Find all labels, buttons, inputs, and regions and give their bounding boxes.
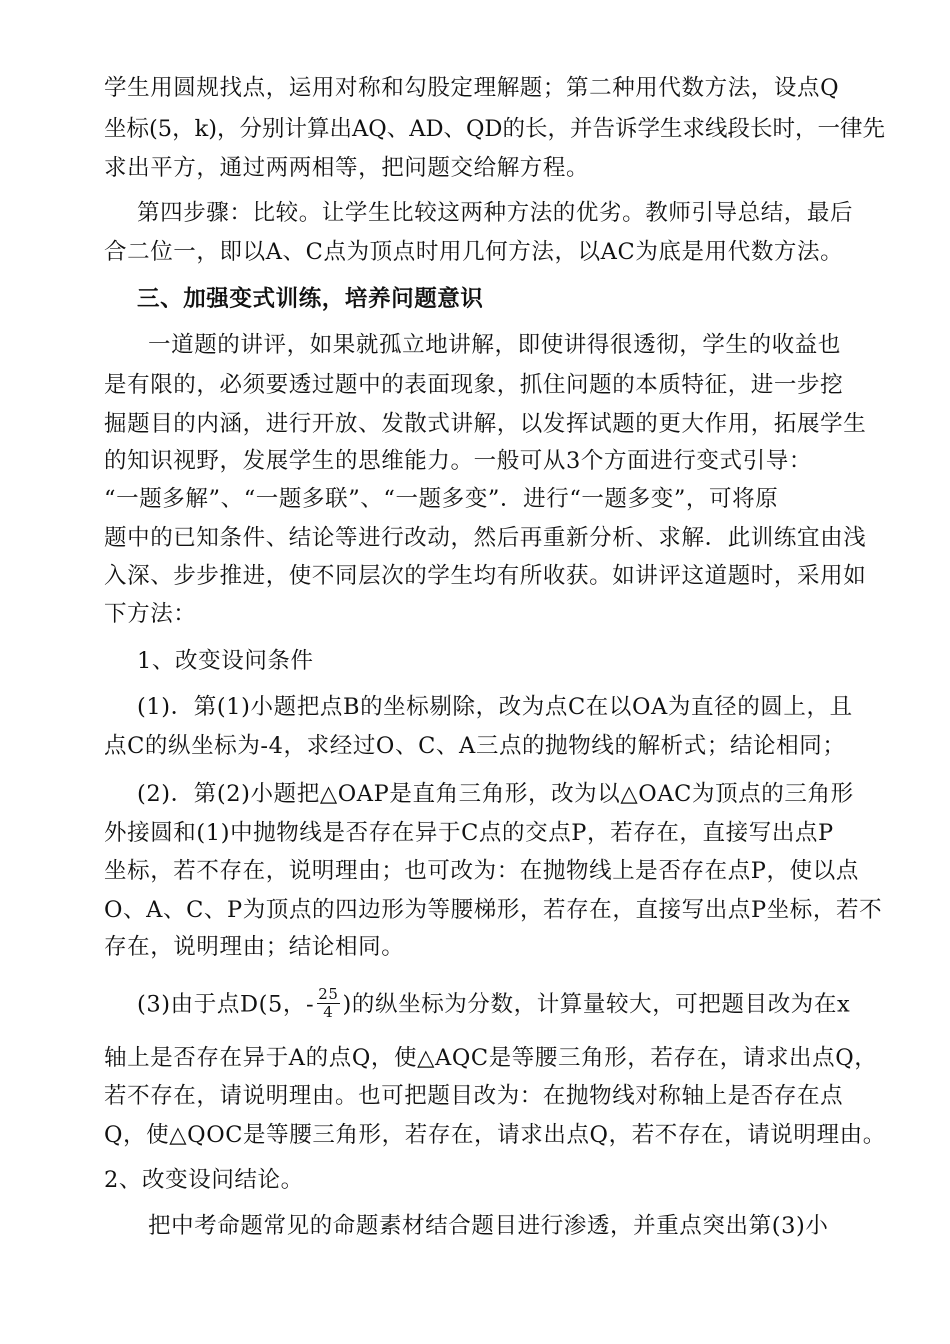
paragraph-line: 题中的已知条件、结论等进行改动，然后再重新分析、求解．此训练宜由浅 [104,525,867,551]
paragraph-line: 的知识视野，发展学生的思维能力。一般可从3个方面进行变式引导： [104,448,812,474]
paragraph-line: 坐标，若不存在，说明理由；也可改为：在抛物线上是否存在点P，使以点 [104,858,859,884]
paragraph-line: 掘题目的内涵，进行开放、发散式讲解，以发挥试题的更大作用，拓展学生 [104,411,867,437]
fraction-line-before: (3)由于点D(5，- [137,991,315,1018]
fraction-denominator: 4 [323,1003,334,1021]
paragraph-line: 下方法： [104,601,197,627]
paragraph-line: 坐标(5，k)，分别计算出AQ、AD、QD的长，并告诉学生求线段长时，一律先 [104,116,885,142]
paragraph-line: O、A、C、P为顶点的四边形为等腰梯形，若存在，直接写出点P坐标，若不 [104,897,883,923]
fraction-numerator: 25 [318,985,339,1003]
paragraph-line: 是有限的，必须要透过题中的表面现象，抓住问题的本质特征，进一步挖 [104,372,844,398]
section-heading: 三、加强变式训练，培养问题意识 [137,286,484,312]
paragraph-line: 一道题的讲评，如果就孤立地讲解，即使讲得很透彻，学生的收益也 [148,332,842,358]
paragraph-line: Q，使△QOC是等腰三角形，若存在，请求出点Q，若不存在，请说明理由。 [104,1122,886,1148]
paragraph-line: 存在，说明理由；结论相同。 [104,934,405,960]
paragraph-line: 求出平方，通过两两相等，把问题交给解方程。 [104,155,590,181]
paragraph-line: 若不存在，请说明理由。也可把题目改为：在抛物线对称轴上是否存在点 [104,1083,844,1109]
paragraph-line: 学生用圆规找点，运用对称和勾股定理解题；第二种用代数方法，设点Q [104,75,840,101]
paragraph-line: 轴上是否存在异于A的点Q，使△AQC是等腰三角形，若存在，请求出点Q， [104,1045,878,1071]
fraction-line-after: )的纵坐标为分数，计算量较大，可把题目改为在x [342,991,851,1018]
paragraph-line: (1)．第(1)小题把点B的坐标剔除，改为点C在以OA为直径的圆上，且 [137,694,853,720]
paragraph-line-with-fraction [137,985,851,1023]
paragraph-line: 合二位一，即以A、C点为顶点时用几何方法，以AC为底是用代数方法。 [104,239,844,265]
fraction [317,986,339,1021]
subheading: 1、改变设问条件 [137,648,314,674]
paragraph-line: 入深、步步推进，使不同层次的学生均有所收获。如讲评这道题时，采用如 [104,563,867,589]
paragraph-line: 第四步骤：比较。让学生比较这两种方法的优劣。教师引导总结，最后 [137,200,854,226]
paragraph-line: 点C的纵坐标为-4，求经过O、C、A三点的抛物线的解析式；结论相同； [104,733,846,759]
paragraph-line: (2)．第(2)小题把△OAP是直角三角形，改为以△OAC为顶点的三角形 [137,781,854,807]
paragraph-line: 外接圆和(1)中抛物线是否存在异于C点的交点P，若存在，直接写出点P [104,820,834,846]
paragraph-line: 把中考命题常见的命题素材结合题目进行渗透，并重点突出第(3)小 [148,1213,829,1239]
paragraph-line: “一题多解”、“一题多联”、“一题多变”．进行“一题多变”，可将原 [104,486,779,512]
subheading: 2、改变设问结论。 [104,1167,304,1193]
